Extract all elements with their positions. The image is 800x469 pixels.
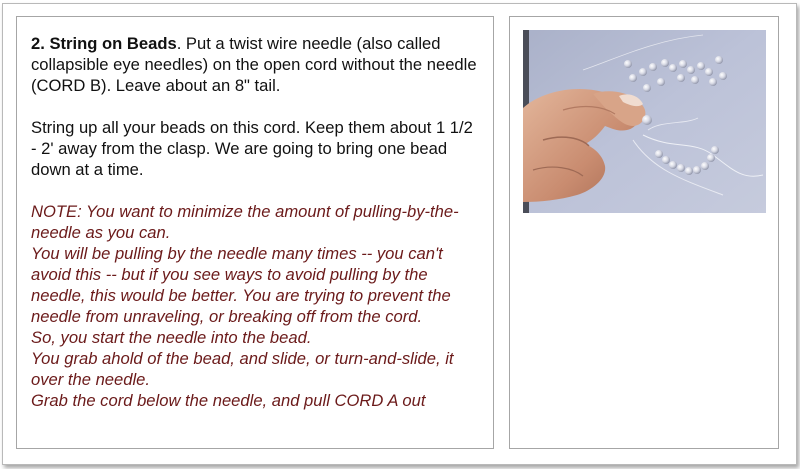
- step-intro-text: . Put a twist wire needle (also called collapsible eye needles) on the open cord without the needle (CORD B). Leave about an 8" tail.: [31, 34, 477, 95]
- note-line-4: You grab ahold of the bead, and slide, or turn-and-slide, it over the needle.: [31, 349, 454, 389]
- instruction-panel: [16, 16, 494, 449]
- step-paragraph-2: String up all your beads on this cord. Keep them about 1 1/2 - 2' away from the clasp. We are going to bring one bead down at a time.: [31, 118, 473, 179]
- note-line-5: Grab the cord below the needle, and pull CORD A out: [31, 391, 426, 410]
- note-line-2: You will be pulling by the needle many times -- you can't avoid this -- but if you see ways to avoid pulling by the needle, this would be better. You are trying to prevent the needle from unraveling, or breaking off from the cord.: [31, 244, 451, 326]
- bead-in-fingers: [642, 115, 652, 125]
- note-line-1: NOTE: You want to minimize the amount of pulling-by-the-needle as you can.: [31, 202, 459, 242]
- hand-stringing-beads-photo: [523, 30, 766, 213]
- photo-illustration: [523, 30, 766, 213]
- step-heading: 2. String on Beads: [31, 34, 177, 53]
- image-panel: [509, 16, 779, 449]
- note-line-3: So, you start the needle into the bead.: [31, 328, 312, 347]
- step-intro: [31, 33, 479, 96]
- note-block: [31, 201, 479, 411]
